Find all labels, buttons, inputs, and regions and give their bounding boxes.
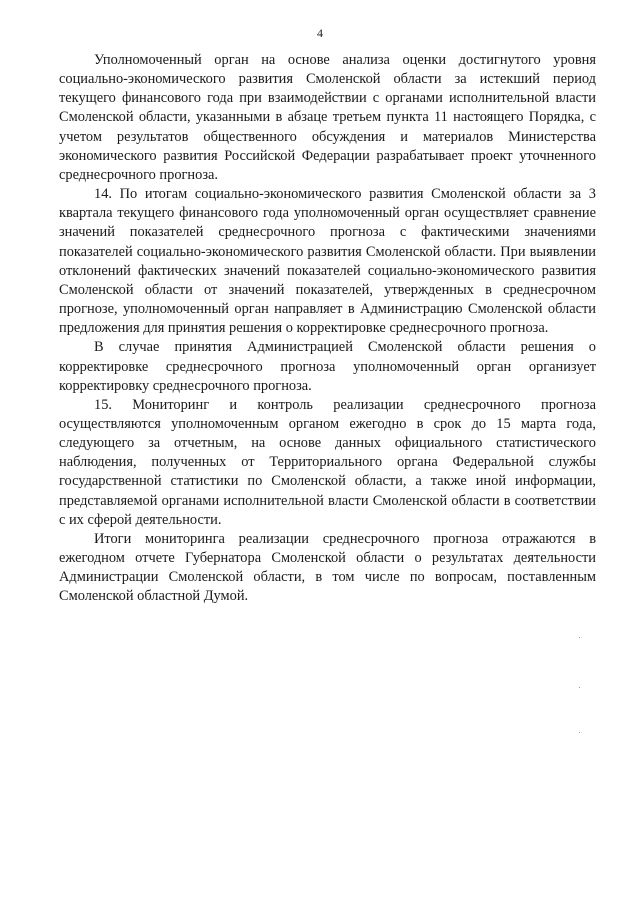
- paragraph-forecast-draft: Уполномоченный орган на основе анализа оценки достигнутого уровня социально-экономического развития Смоленской области за истекший период текущего финансового года при взаимодействии с органами исполнительной власти Смоленской области, указанными в абзаце третьем пункта 11 настоящего Порядка, с учетом результатов общественного обсуждения и материалов Министерства экономического развития Российской Федерации разрабатывает проект уточненного среднесрочного прогноза.: [59, 52, 596, 183]
- document-body: [59, 51, 596, 607]
- scan-speck: [579, 637, 580, 638]
- paragraph-14-comparison: 14. По итогам социально-экономического развития Смоленской области за 3 квартала текущего финансового года уполномоченный орган осуществляет сравнение значений показателей среднесрочного прогноза с фактическими значениями показателей социально-экономического развития Смоленской области. При выявлении отклонений фактических значений показателей социально-экономического развития Смоленской области от значений показателей, утвержденных в среднесрочном прогнозе, уполномоченный орган направляет в Администрацию Смоленской области предложения для принятия решения о корректировке среднесрочного прогноза.: [59, 186, 596, 337]
- scan-speck: [579, 687, 580, 688]
- paragraph-correction-decision: В случае принятия Администрацией Смоленской области решения о корректировке среднесрочного прогноза уполномоченный орган организует корректировку среднесрочного прогноза.: [59, 339, 596, 394]
- paragraph-monitoring-results: Итоги мониторинга реализации среднесрочного прогноза отражаются в ежегодном отчете Губернатора Смоленской области о результатах деятельности Администрации Смоленской области, в том числе по вопросам, поставленным Смоленской областной Думой.: [59, 530, 596, 605]
- scan-speck: [579, 732, 580, 733]
- page-number: 4: [317, 26, 323, 40]
- paragraph-15-monitoring: 15. Мониторинг и контроль реализации среднесрочного прогноза осуществляются уполномоченным органом ежегодно в срок до 15 марта года, следующего за отчетным, на основе данных официального статистического наблюдения, полученных от Территориального органа Федеральной службы государственной статистики по Смоленской области, а также иной информации, представляемой органами исполнительной власти Смоленской области в соответствии с их сферой деятельности.: [59, 396, 596, 528]
